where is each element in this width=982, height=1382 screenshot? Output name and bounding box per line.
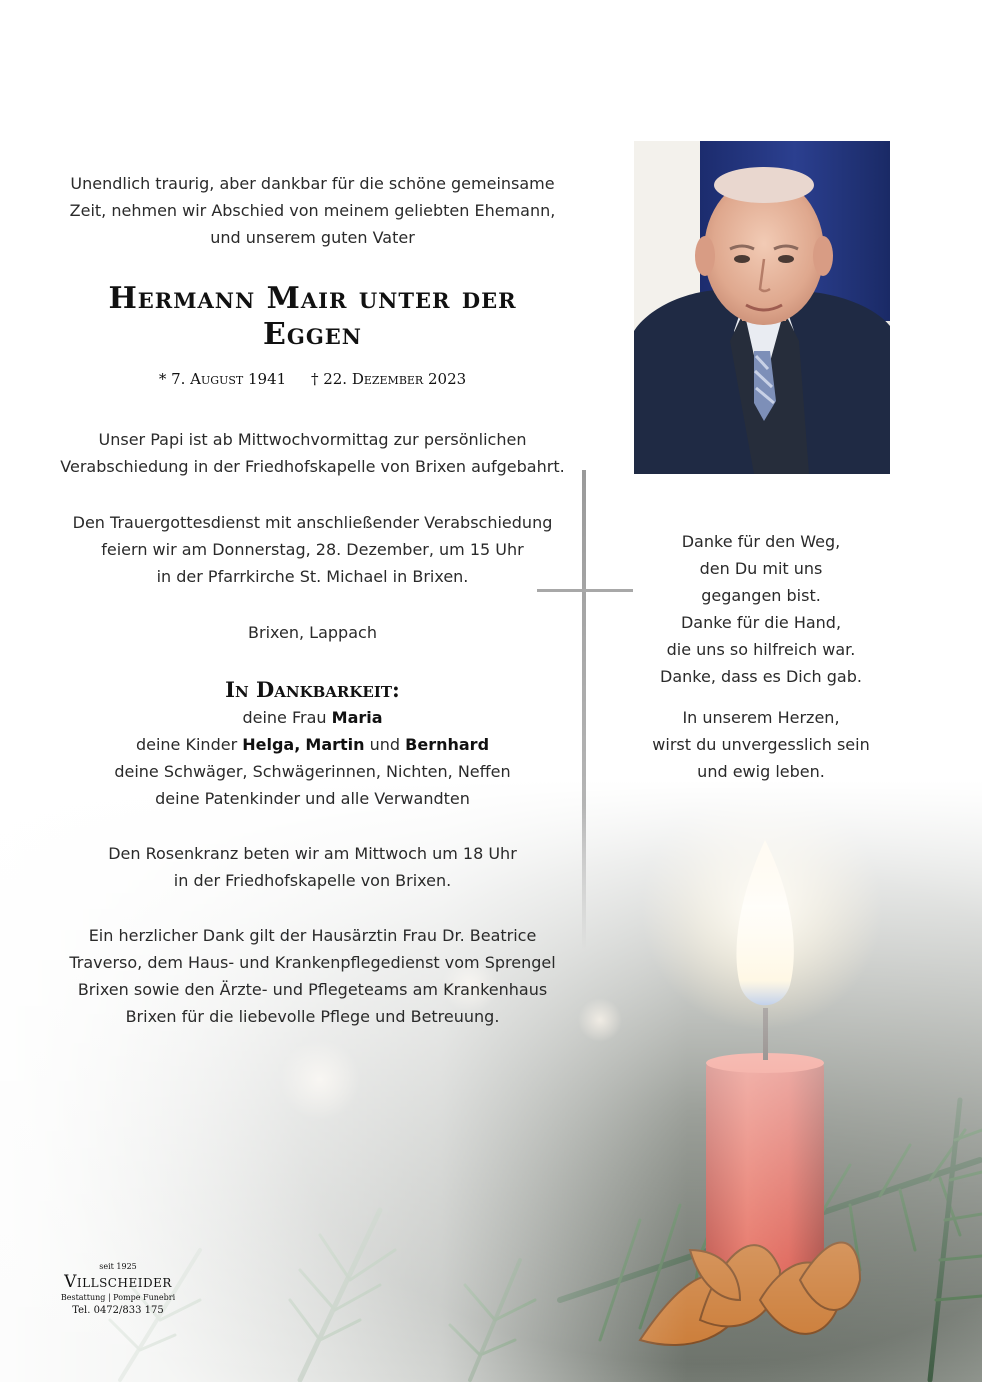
funeral-home-logo xyxy=(50,1262,186,1318)
mourner-children xyxy=(60,731,565,758)
child-name: Martin xyxy=(305,735,365,754)
gratitude-heading: In Dankbarkeit: xyxy=(225,677,400,702)
logo-since: seit 1925 xyxy=(99,1262,137,1271)
thanks-line: Brixen für die liebevolle Pflege und Betreuung. xyxy=(125,1007,500,1026)
wife-prefix: deine Frau xyxy=(242,708,327,727)
cross-horizontal-bar xyxy=(537,589,633,592)
poem-line: Danke für die Hand, xyxy=(680,613,842,632)
poem-line: wirst du unvergesslich sein xyxy=(652,735,870,754)
portrait-photo xyxy=(634,141,890,474)
cross-vertical-bar xyxy=(582,470,586,950)
thanks-notice xyxy=(60,922,565,1030)
birth-date: * 7. August 1941 xyxy=(158,370,287,388)
logo-name: Villscheider xyxy=(64,1272,172,1292)
death-date: † 22. Dezember 2023 xyxy=(310,370,467,388)
funeral-line: Den Trauergottesdienst mit anschließender Verabschiedung xyxy=(72,513,553,532)
mourners-list xyxy=(60,704,565,812)
poem-line: gegangen bist. xyxy=(701,586,821,605)
thanks-line: Brixen sowie den Ärzte- und Pflegeteams am Krankenhaus xyxy=(77,980,548,999)
place-line: Brixen, Lappach xyxy=(248,623,377,642)
child-name: Helga, xyxy=(242,735,301,754)
intro-line: Unendlich traurig, aber dankbar für die schöne gemeinsame xyxy=(70,174,555,193)
funeral-line: feiern wir am Donnerstag, 28. Dezember, um 15 Uhr xyxy=(101,540,524,559)
thanks-line: Traverso, dem Haus- und Krankenpflegedienst vom Sprengel xyxy=(69,953,556,972)
poem-line: und ewig leben. xyxy=(697,762,825,781)
funeral-service-notice xyxy=(60,509,565,590)
intro-line: Zeit, nehmen wir Abschied von meinem geliebten Ehemann, xyxy=(69,201,556,220)
funeral-line: in der Pfarrkirche St. Michael in Brixen. xyxy=(156,567,469,586)
children-prefix: deine Kinder xyxy=(135,735,238,754)
poem-line: die uns so hilfreich war. xyxy=(666,640,856,659)
logo-phone: Tel. 0472/833 175 xyxy=(72,1305,164,1316)
poem-line: Danke für den Weg, xyxy=(681,532,841,551)
poem-line: Danke, dass es Dich gab. xyxy=(660,667,862,686)
mourner-wife xyxy=(60,704,565,731)
poem-stanza-2 xyxy=(630,704,892,785)
rosary-notice xyxy=(60,840,565,894)
intro-text xyxy=(60,170,565,251)
intro-line: und unserem guten Vater xyxy=(210,228,415,247)
laid-out-line: Unser Papi ist ab Mittwochvormittag zur persönlichen xyxy=(98,430,527,449)
child-name: Bernhard xyxy=(405,735,490,754)
laid-out-line: Verabschiedung in der Friedhofskapelle von Brixen aufgebahrt. xyxy=(60,457,565,476)
poem-stanza-1 xyxy=(630,528,892,690)
logo-subtitle: Bestattung | Pompe Funebri xyxy=(60,1293,176,1302)
wife-name: Maria xyxy=(331,708,383,727)
rosary-line: in der Friedhofskapelle von Brixen. xyxy=(173,871,452,890)
rosary-line: Den Rosenkranz beten wir am Mittwoch um 18 Uhr xyxy=(108,844,517,863)
thanks-line: Ein herzlicher Dank gilt der Hausärztin Frau Dr. Beatrice xyxy=(88,926,537,945)
children-and: und xyxy=(369,735,401,754)
deceased-name: Hermann Mair unter der Eggen xyxy=(108,281,517,352)
poem-line: den Du mit uns xyxy=(699,559,823,578)
poem xyxy=(630,528,892,785)
laid-out-notice xyxy=(60,426,565,480)
mourner-godchildren: deine Patenkinder und alle Verwandten xyxy=(155,789,470,808)
life-dates xyxy=(60,369,565,389)
main-text-column xyxy=(60,170,565,1030)
mourner-relatives: deine Schwäger, Schwägerinnen, Nichten, Neffen xyxy=(114,762,511,781)
poem-line: In unserem Herzen, xyxy=(682,708,840,727)
